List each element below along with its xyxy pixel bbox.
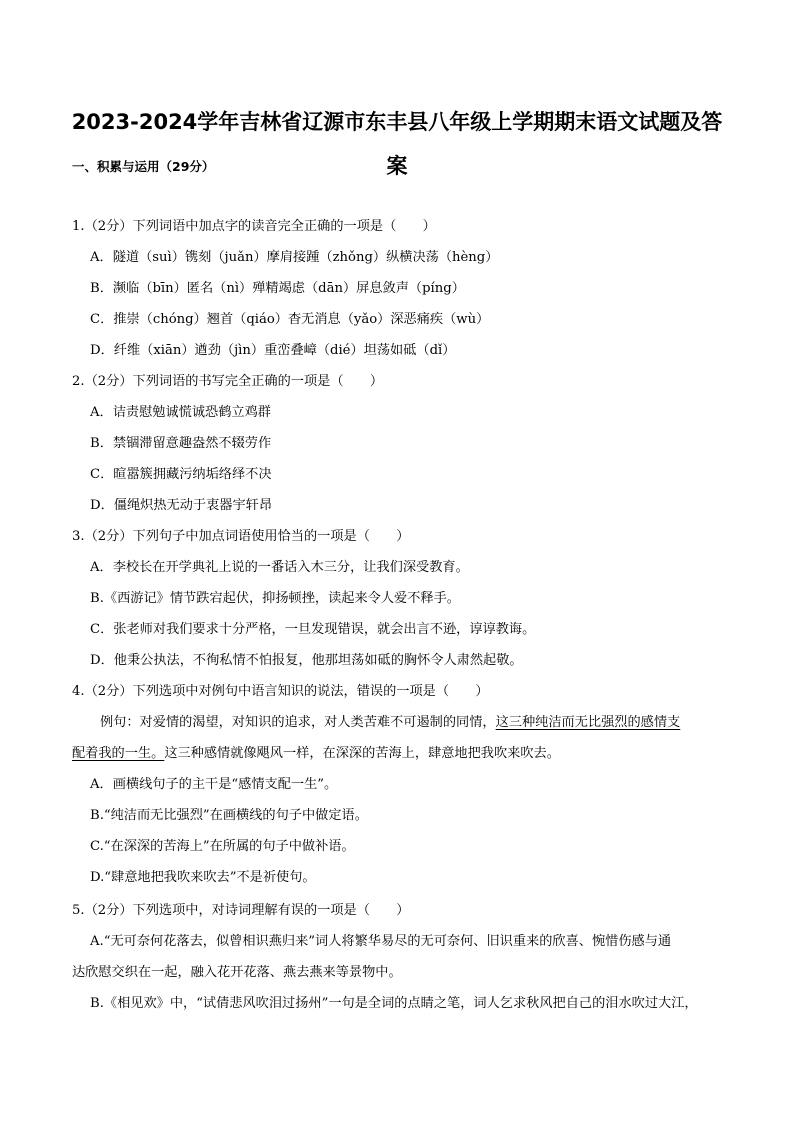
question-5-option-b-line-1: B.《相见欢》中，“试倩悲风吹泪过扬州”一句是全词的点睛之笔，词人乞求秋风把自己的泪水吹过大江， — [90, 996, 698, 1011]
section-heading: 一、积累与运用（29分） — [72, 159, 215, 174]
title-line-1: 2023-2024学年吉林省辽源市东丰县八年级上学期期末语文试题及答 — [71, 110, 723, 134]
question-4-option-d: D.“肆意地把我吹来吹去”不是祈使句。 — [90, 870, 316, 885]
question-4-example-line-2 — [72, 745, 560, 763]
question-2-option-b: B．禁锢滞留意趣盎然不辍劳作 — [90, 436, 272, 451]
question-3-stem: 3.（2分）下列句子中加点词语使用恰当的一项是（ ） — [72, 529, 410, 544]
question-4-stem: 4.（2分）下列选项中对例句中语言知识的说法，错误的一项是（ ） — [72, 684, 489, 699]
underlined-sentence: 这三种纯洁而无比强烈的感情支 — [495, 715, 681, 730]
example-text: 例句：对爱情的渴望，对知识的追求，对人类苦难不可遏制的同情， — [100, 715, 496, 730]
question-1-option-b: B．濒临（bīn）匿名（nì）殚精竭虑（dān）屏息敛声（píng） — [90, 281, 465, 296]
example-text-end: 这三种感情就像飓风一样，在深深的苦海上，肆意地把我吹来吹去。 — [164, 746, 560, 761]
question-5-option-a-line-2: 达欣慰交织在一起，融入花开花落、燕去燕来等景物中。 — [72, 965, 402, 980]
question-3-option-c: C．张老师对我们要求十分严格，一旦发现错误，就会出言不逊，谆谆教诲。 — [90, 622, 536, 637]
title-line-2: 案 — [386, 154, 408, 178]
question-1-option-a: A．隧道（suì）镌刻（juǎn）摩肩接踵（zhǒng）纵横决荡（hèng） — [90, 250, 499, 265]
question-5-stem: 5.（2分）下列选项中，对诗词理解有误的一项是（ ） — [72, 903, 410, 918]
question-1-option-c: C．推崇（chóng）翘首（qiáo）杳无消息（yǎo）深恶痛疾（wù） — [90, 312, 490, 327]
question-3-option-b: B.《西游记》情节跌宕起伏，抑扬顿挫，读起来令人爱不释手。 — [90, 591, 460, 606]
question-1-stem: 1.（2分）下列词语中加点字的读音完全正确的一项是（ ） — [72, 219, 436, 234]
question-2-option-c: C．暄嚣簇拥藏污纳垢络绎不决 — [90, 467, 272, 482]
question-2-option-a: A．诘责慰勉诚慌诚恐鹤立鸡群 — [90, 405, 271, 420]
question-4-option-a: A．画横线句子的主干是“感情支配一生”。 — [90, 777, 338, 792]
question-3-option-d: D．他秉公执法，不徇私情不怕报复，他那坦荡如砥的胸怀令人肃然起敬。 — [90, 653, 523, 668]
question-2-option-d: D．僵绳炽热无动于衷器宇轩昂 — [90, 498, 273, 513]
underlined-sentence-end: 配着我的一生。 — [72, 746, 165, 761]
question-2-stem: 2.（2分）下列词语的书写完全正确的一项是（ ） — [72, 374, 384, 389]
question-1-option-d: D．纤维（xiān）遒劲（jìn）重峦叠嶂（dié）坦荡如砥（dǐ） — [90, 343, 456, 358]
question-4-option-b: B.“纯洁而无比强烈”在画横线的句子中做定语。 — [90, 808, 368, 823]
question-4-option-c: C.“在深深的苦海上”在所属的句子中做补语。 — [90, 839, 355, 854]
question-5-option-a-line-1: A.“无可奈何花落去，似曾相识燕归来”词人将繁华易尽的无可奈何、旧识重来的欣喜、惋惜伤感与通 — [90, 934, 672, 949]
question-4-example-line-1 — [100, 714, 680, 732]
question-3-option-a: A．李校长在开学典礼上说的一番话入木三分，让我们深受教育。 — [90, 560, 469, 575]
